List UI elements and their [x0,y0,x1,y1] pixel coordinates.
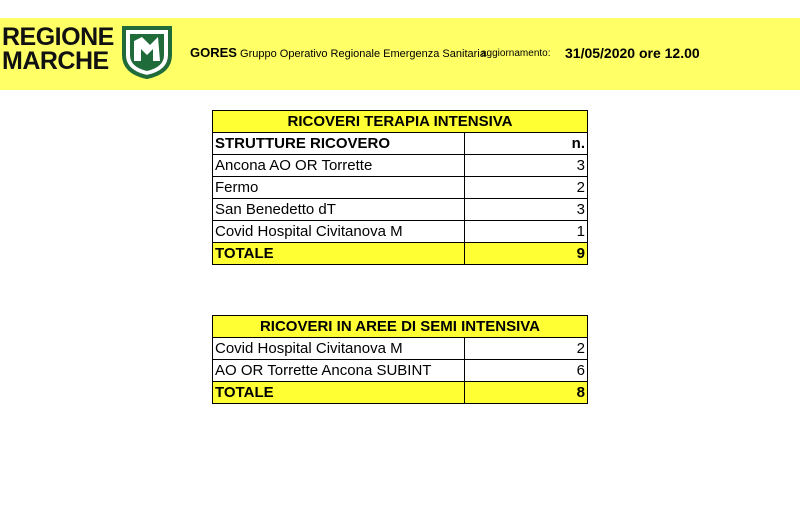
regione-marche-logo-text [2,25,114,73]
patient-count: 6 [465,360,588,382]
organization-line [190,45,486,60]
regione-marche-emblem-icon [120,25,174,79]
intensive-care-title: RICOVERI TERAPIA INTENSIVA [213,111,588,133]
org-short-name: GORES [190,45,237,60]
patient-count: 2 [465,338,588,360]
total-value: 9 [465,243,588,265]
table-row [213,199,588,221]
table-row [213,360,588,382]
logo-line-1: REGIONE [2,23,114,51]
structure-name: San Benedetto dT [213,199,465,221]
table-title-row [213,316,588,338]
structure-name: Covid Hospital Civitanova M [213,338,465,360]
total-label: TOTALE [213,382,465,404]
logo-line-2: MARCHE [2,47,109,75]
structure-name: Ancona AO OR Torrette [213,155,465,177]
semi-intensive-table [212,315,588,404]
table-row [213,221,588,243]
table-row [213,177,588,199]
header-banner [0,18,800,90]
total-row [213,382,588,404]
table-row [213,338,588,360]
org-full-name: Gruppo Operativo Regionale Emergenza Sanitaria [240,48,486,60]
semi-intensive-title: RICOVERI IN AREE DI SEMI INTENSIVA [213,316,588,338]
update-label: aggiornamento: [481,48,551,59]
structure-name: Fermo [213,177,465,199]
total-label: TOTALE [213,243,465,265]
patient-count: 2 [465,177,588,199]
table-header-row [213,133,588,155]
total-row [213,243,588,265]
total-value: 8 [465,382,588,404]
intensive-care-table [212,110,588,265]
structure-name: AO OR Torrette Ancona SUBINT [213,360,465,382]
patient-count: 3 [465,199,588,221]
column-header-count: n. [465,133,588,155]
table-row [213,155,588,177]
patient-count: 3 [465,155,588,177]
structure-name: Covid Hospital Civitanova M [213,221,465,243]
column-header-structure: STRUTTURE RICOVERO [213,133,465,155]
table-title-row [213,111,588,133]
patient-count: 1 [465,221,588,243]
update-date: 31/05/2020 ore 12.00 [565,45,700,61]
